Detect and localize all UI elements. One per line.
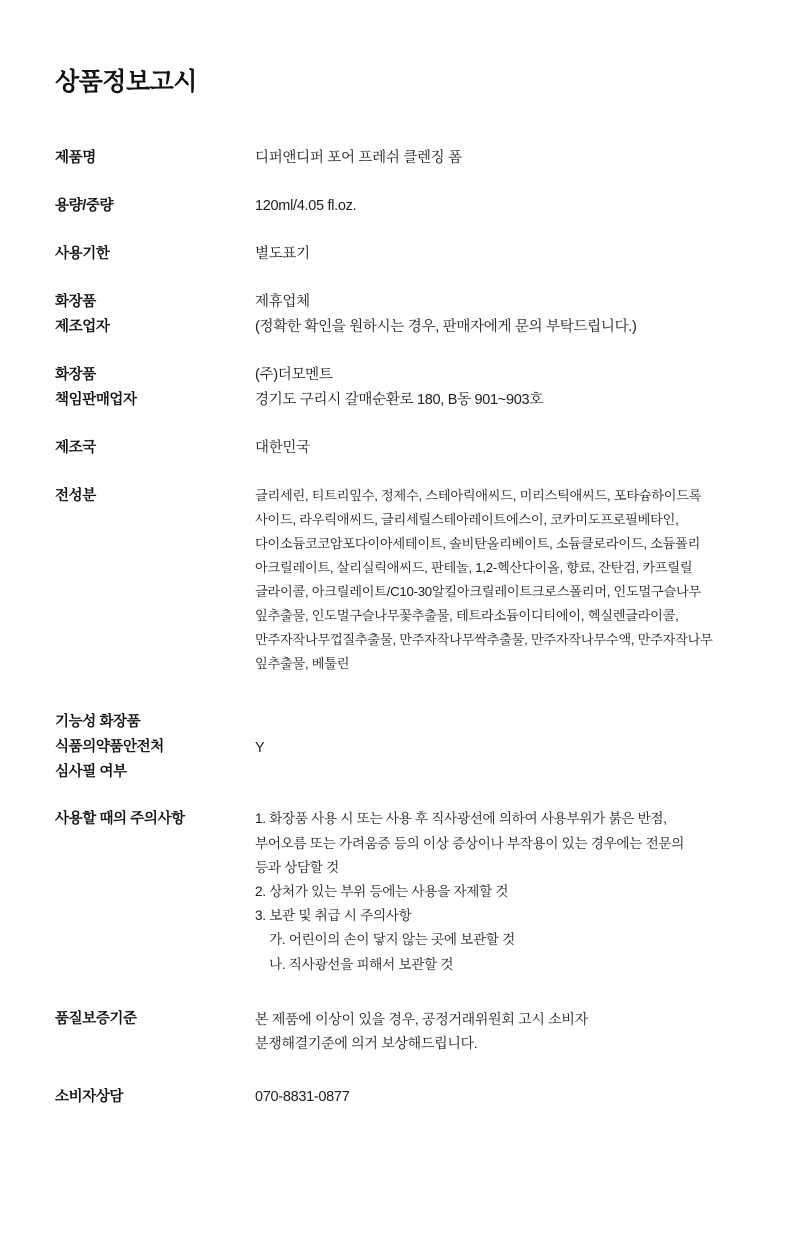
info-row-label [55, 1085, 255, 1110]
info-row [55, 710, 745, 785]
info-row-label-line: 사용기한 [55, 245, 110, 262]
info-row-label-line: 화장품 [55, 293, 96, 310]
info-row-value-line: 잎추출물, 인도멀구슬나무꽃추출물, 테트라소듐이디티에이, 헥실렌글라이콜, [255, 607, 679, 623]
info-row-value-line: 나. 직사광선을 피해서 보관할 것 [269, 956, 454, 972]
info-row-label-line: 기능성 화장품 [55, 713, 141, 730]
info-row-label-line: 심사필 여부 [55, 763, 127, 780]
info-row-value-line: 디퍼앤디퍼 포어 프레쉬 클렌징 폼 [255, 150, 462, 166]
info-row-value-line: 잎추출물, 베툴린 [255, 655, 350, 671]
info-row-label [55, 363, 255, 413]
info-row-label-line: 품질보증기준 [55, 1010, 137, 1027]
info-row-value [255, 290, 745, 340]
info-row-value-line: 대한민국 [255, 439, 310, 456]
info-row-value [255, 807, 745, 976]
info-row-value-line: 1. 화장품 사용 시 또는 사용 후 직사광선에 의하여 사용부위가 붉은 반점, [255, 811, 667, 827]
info-row [55, 242, 745, 267]
info-row-value [255, 1085, 745, 1110]
page-title: 상품정보고시 [55, 68, 197, 96]
info-row [55, 146, 745, 171]
info-row-value [255, 710, 745, 761]
info-row-value-line: 경기도 구리시 갈매순환로 180, B동 901~903호 [255, 391, 543, 408]
info-row-value-line: 가. 어린이의 손이 닿지 않는 곳에 보관할 것 [269, 932, 515, 948]
info-row-value [255, 146, 745, 171]
info-row-value [255, 194, 745, 219]
info-row-value [255, 484, 745, 676]
info-row-label [55, 436, 255, 461]
info-row-value-line: 3. 보관 및 취급 시 주의사항 [255, 908, 412, 924]
info-row-value-line: 글리세린, 티트리잎수, 정제수, 스테아릭애씨드, 미리스틱애씨드, 포타슘하이드록 [255, 487, 702, 503]
info-row-label-line: 책임판매업자 [55, 391, 137, 408]
info-row [55, 807, 745, 976]
info-row-value [255, 1007, 745, 1055]
info-row-label [55, 484, 255, 509]
info-row-value [255, 363, 745, 413]
info-row [55, 484, 745, 676]
info-row-label [55, 1007, 255, 1032]
info-row-label [55, 290, 255, 340]
info-row-label-line: 식품의약품안전처 [55, 738, 164, 755]
info-row [55, 1085, 745, 1110]
info-row-value-line: 만주자작나무껍질추출물, 만주자작나무싹추출물, 만주자작나무수액, 만주자작나무 [255, 631, 713, 647]
info-row [55, 436, 745, 461]
info-row-label-line: 전성분 [55, 487, 96, 504]
info-row-label [55, 146, 255, 171]
info-row-label-line: 제조국 [55, 439, 96, 456]
info-row-value-line: 등과 상담할 것 [255, 859, 339, 875]
info-row [55, 363, 745, 413]
info-row-label-line: 제품명 [55, 150, 96, 166]
info-row-value-line: (주)더모멘트 [255, 366, 333, 383]
info-row [55, 194, 745, 219]
info-row-value-line: Y [255, 739, 265, 756]
info-row [55, 1007, 745, 1055]
info-row-value-line: 2. 상처가 있는 부위 등에는 사용을 자제할 것 [255, 884, 509, 899]
info-row-label [55, 807, 255, 832]
info-row-value-line: 부어오름 또는 가려움증 등의 이상 증상이나 부작용이 있는 경우에는 전문의 [255, 835, 685, 851]
info-row-value-line: 별도표기 [255, 245, 310, 262]
info-row-value-line: 분쟁해결기준에 의거 보상해드립니다. [255, 1034, 478, 1051]
info-row-value-line: 070-8831-0877 [255, 1088, 350, 1105]
info-row-label [55, 242, 255, 267]
info-row-label-line: 사용할 때의 주의사항 [55, 811, 185, 828]
info-row-value-line: (정확한 확인을 원하시는 경우, 판매자에게 문의 부탁드립니다.) [255, 318, 637, 335]
info-row-value-line: 다이소듐코코암포다이아세테이트, 솔비탄올리베이트, 소듐클로라이드, 소듐폴리 [255, 535, 701, 551]
info-row-value-line: 아크릴레이트, 살리실릭애씨드, 판테놀, 1,2-헥산다이올, 향료, 잔탄검, 카프릴릴 [255, 559, 693, 575]
info-row-value-line: 사이드, 라우릭애씨드, 글리세릴스테아레이트에스이, 코카미도프로필베타인, [255, 511, 679, 527]
info-row-value-line: 120ml/4.05 fl.oz. [255, 197, 357, 214]
info-row-value-line: 제휴업체 [255, 293, 310, 310]
info-row-label-line: 소비자상담 [55, 1088, 124, 1105]
info-row-label-line: 화장품 [55, 366, 96, 383]
info-row-value [255, 436, 745, 461]
info-row-value-line: 본 제품에 이상이 있을 경우, 공정거래위원회 고시 소비자 [255, 1010, 588, 1027]
info-row-label-line: 용량/중량 [55, 197, 114, 214]
info-row-value [255, 242, 745, 267]
info-row-label [55, 194, 255, 219]
info-table [55, 146, 745, 1110]
info-row-label-line: 제조업자 [55, 318, 110, 335]
info-row [55, 290, 745, 340]
info-row-value-line: 글라이콜, 아크릴레이트/C10-30알킬아크릴레이트크로스폴리머, 인도멀구슬나무 [255, 583, 701, 599]
info-row-label [55, 710, 255, 785]
